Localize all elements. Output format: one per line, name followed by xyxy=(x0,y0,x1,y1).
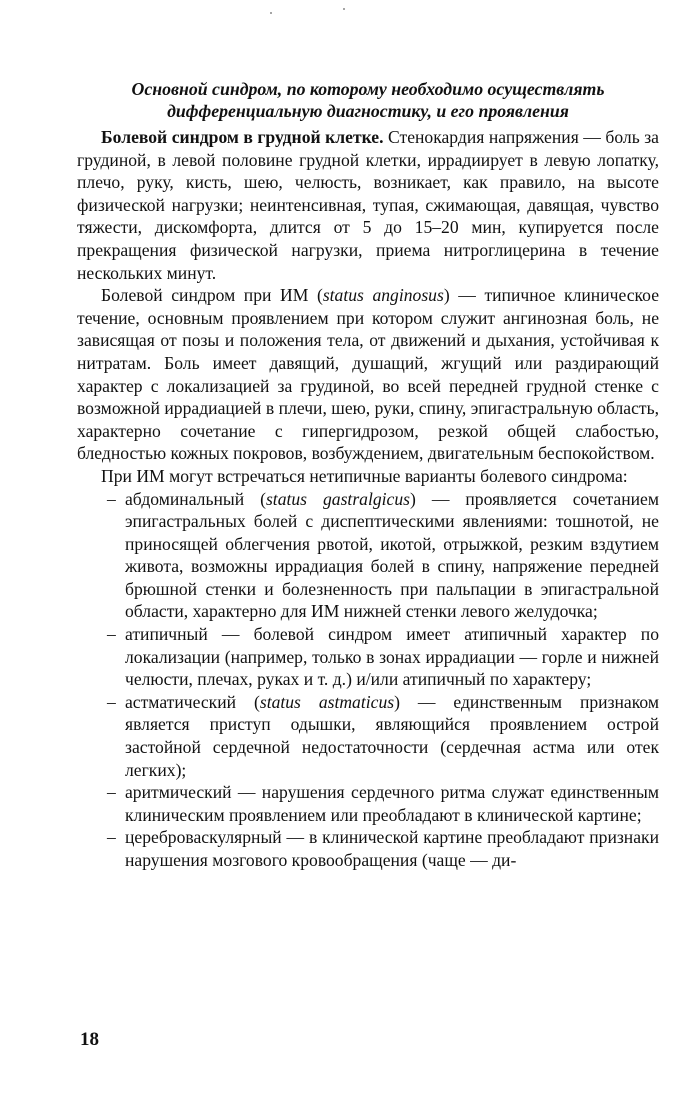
list-item xyxy=(77,781,659,826)
paragraph-mi-pain xyxy=(77,284,659,465)
paragraph-text: Стенокардия напряжения — боль за грудиной, в левой половине грудной клетки, иррадиирует в левую лопатку, плечо, руку, кисть, шею, челюсть, возникает, как правило, на высоте физической нагрузки; неинтенсивная, тупая, сжимающая, давящая, чувство тяжести, дискомфорта, длится от 5 до 15–20 мин, купируется после прекращения физической нагрузки, приема нитроглицерина в течение нескольких минут. xyxy=(77,127,659,283)
list-item xyxy=(77,488,659,624)
paragraph-atypical-intro xyxy=(77,465,659,488)
paragraph-text-start: Болевой синдром при ИМ ( xyxy=(101,285,323,306)
variant-name: аритмический xyxy=(125,782,232,803)
paragraph-lead-title: Болевой синдром в грудной клетке. xyxy=(101,127,384,147)
paragraph-text: ) — типичное клиническое течение, основным проявлением при котором служит ангинозная боль, не зависящая от позы и положения тела, от движений и дыхания, устойчивая к нитратам. Боль имеет давящий, душащий, жгущий или раздирающий характер с локализацией за грудиной, во всей передней грудной стенке с возможной иррадиацией в плечи, шею, руки, спину, эпигастральную область, характерно сочетание с гипергидрозом, резкой общей слабостью, бледностью кожных покровов, возбуждением, двигательным беспокойством. xyxy=(77,285,659,464)
latin-term: status astmaticus xyxy=(259,691,395,712)
list-dash: – xyxy=(107,691,116,712)
list-item xyxy=(77,691,659,781)
list-dash: – xyxy=(107,827,116,848)
section-heading xyxy=(77,78,659,122)
variant-text: — нарушения сердечного ритма служат единственным клиническим проявлением или преобладают в клинической картине; xyxy=(125,782,659,825)
latin-term: status gastralgicus xyxy=(265,488,410,509)
page-number: 18 xyxy=(80,1029,99,1050)
latin-term: status anginosus xyxy=(322,285,444,306)
list-item xyxy=(77,623,659,691)
variant-name: астматический ( xyxy=(125,691,260,712)
variant-list xyxy=(77,488,659,872)
scan-speck xyxy=(270,12,272,14)
variant-name: цереброваскулярный xyxy=(125,827,282,848)
heading-line-2: дифференциальную диагностику, и его проявления xyxy=(167,101,569,121)
list-item xyxy=(77,826,659,871)
variant-text: — болевой синдром имеет атипичный характер по локализации (например, только в зонах иррадиации — горле и нижней челюсти, плечах, руках и т. д.) и/или атипичный по характеру; xyxy=(125,624,659,690)
list-dash: – xyxy=(107,488,116,509)
heading-line-1: Основной синдром, по которому необходимо осуществлять xyxy=(131,79,605,99)
variant-name: атипичный xyxy=(125,624,208,645)
list-dash: – xyxy=(107,782,116,803)
list-dash: – xyxy=(107,624,116,645)
variant-text: ) — проявляется сочетанием эпигастральных болей с диспептическими явлениями: тошнотой, не приносящей облегчения рвотой, икотой, отрыжкой, резким вздутием живота, возможны иррадиация болей в спину, напряжение передней брюшной стенки и болезненность при пальпации в эпигастральной области, характерно для ИМ нижней стенки левого желудочка; xyxy=(125,488,659,622)
page-body xyxy=(77,78,659,872)
paragraph-angina xyxy=(77,126,659,284)
scan-speck xyxy=(343,8,345,10)
paragraph-text: При ИМ могут встречаться нетипичные варианты болевого синдрома: xyxy=(101,465,628,486)
variant-name: абдоминальный ( xyxy=(125,488,266,509)
variant-text: — в клинической картине преобладают признаки нарушения мозгового кровообращения (чаще — ди- xyxy=(125,827,659,870)
variant-text: ) — единственным признаком является приступ одышки, являющийся проявлением острой застойной сердечной недостаточности (сердечная астма или отек легких); xyxy=(125,691,659,780)
